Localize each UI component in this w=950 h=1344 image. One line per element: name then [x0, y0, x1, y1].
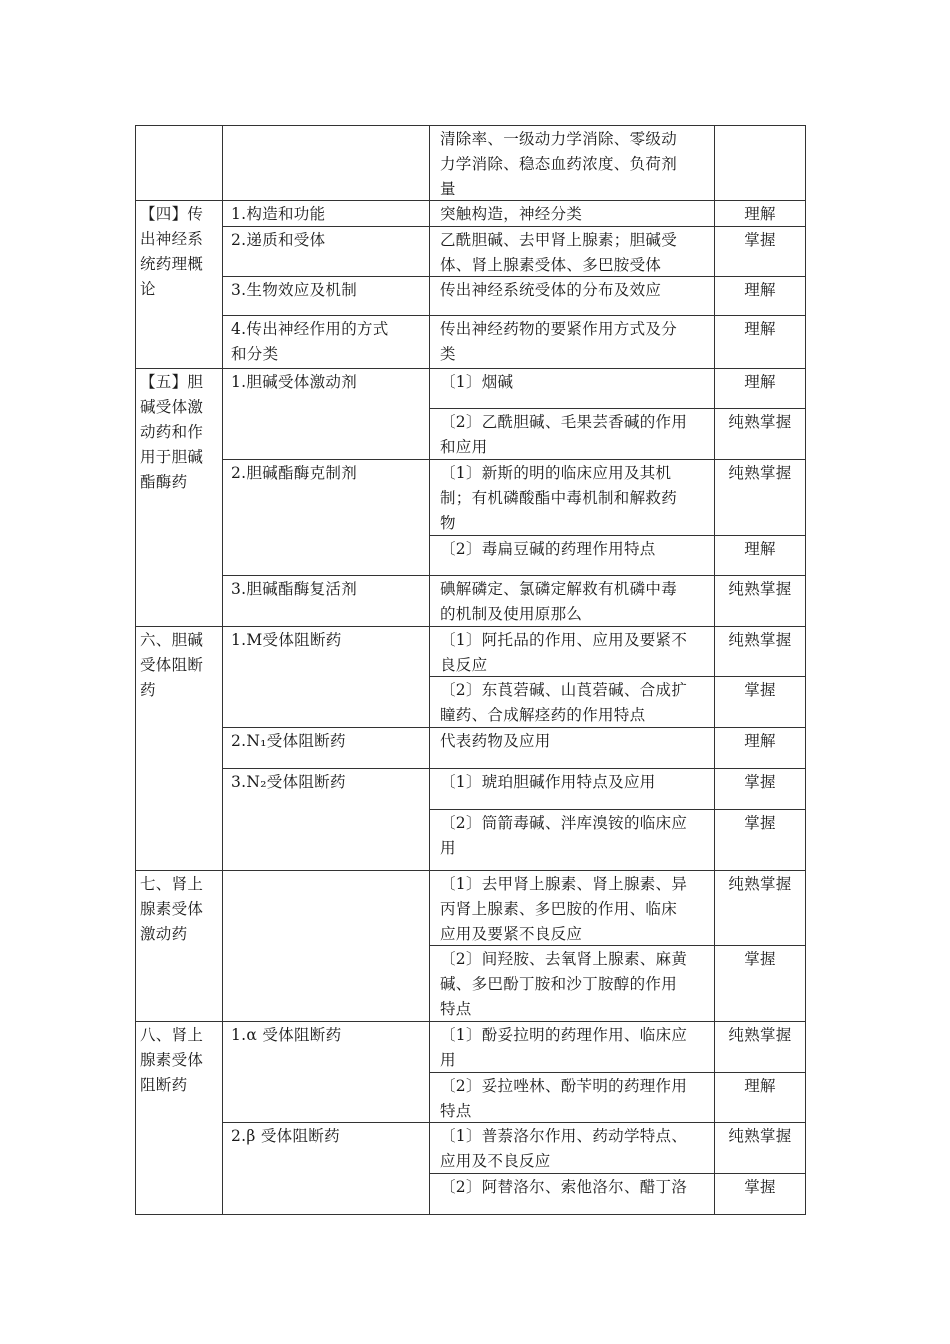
- content-cell: 力学消除、稳态血药浓度、负荷剂: [440, 155, 678, 173]
- content-cell: 物: [440, 514, 456, 532]
- content-cell: 瞳药、合成解痉药的作用特点: [440, 706, 646, 724]
- table-border-top: [135, 125, 806, 126]
- content-cell: 应用及要紧不良反应: [440, 925, 583, 943]
- item-cell: 1.α 受体阻断药: [231, 1026, 342, 1044]
- level-cell: 理解: [744, 205, 776, 223]
- table-row-border: [135, 870, 806, 871]
- item-cell: 2.N₁受体阻断药: [231, 732, 346, 750]
- table-border-bottom: [135, 1214, 806, 1215]
- content-cell: 丙肾上腺素、多巴胺的作用、临床: [440, 900, 678, 918]
- content-cell: 〔1〕阿托品的作用、应用及要紧不: [440, 631, 688, 649]
- item-cell: 3.胆碱酯酶复活剂: [231, 580, 357, 598]
- content-cell: 突触构造，神经分类: [440, 205, 583, 223]
- content-cell: 清除率、一级动力学消除、零级动: [440, 130, 678, 148]
- content-cell: 〔1〕普萘洛尔作用、药动学特点、: [440, 1127, 688, 1145]
- table-row-border: [135, 200, 806, 201]
- topic-cell: 受体阻断: [140, 656, 204, 674]
- item-cell: 1.胆碱受体激动剂: [231, 373, 357, 391]
- table-row-border: [222, 315, 806, 316]
- item-cell: 和分类: [231, 345, 279, 363]
- content-cell: 〔1〕新斯的明的临床应用及其机: [440, 464, 672, 482]
- item-cell: 2.胆碱酯酶克制剂: [231, 464, 357, 482]
- topic-cell: 腺素受体: [140, 900, 204, 918]
- table-column-border: [429, 125, 430, 1215]
- level-cell: 纯熟掌握: [728, 580, 792, 598]
- topic-cell: 激动药: [140, 925, 188, 943]
- table-row-border: [222, 575, 806, 576]
- level-cell: 纯熟掌握: [728, 413, 792, 431]
- level-cell: 理解: [744, 1077, 776, 1095]
- content-cell: 〔2〕筒箭毒碱、泮库溴铵的临床应: [440, 814, 688, 832]
- content-cell: 乙酰胆碱、去甲肾上腺素；胆碱受: [440, 231, 678, 249]
- level-cell: 理解: [744, 732, 776, 750]
- table-row-border: [429, 809, 806, 810]
- content-cell: 用: [440, 1051, 456, 1069]
- content-cell: 类: [440, 345, 456, 363]
- table-column-border: [135, 125, 136, 1215]
- content-cell: 〔1〕琥珀胆碱作用特点及应用: [440, 773, 656, 791]
- item-cell: 3.生物效应及机制: [231, 281, 357, 299]
- content-cell: 〔2〕毒扁豆碱的药理作用特点: [440, 540, 656, 558]
- content-cell: 制；有机磷酸酯中毒机制和解救药: [440, 489, 678, 507]
- content-cell: 良反应: [440, 656, 488, 674]
- content-cell: 〔2〕东莨菪碱、山莨菪碱、合成扩: [440, 681, 688, 699]
- level-cell: 理解: [744, 373, 776, 391]
- content-cell: 〔2〕间羟胺、去氧肾上腺素、麻黄: [440, 950, 688, 968]
- content-cell: 用: [440, 839, 456, 857]
- topic-cell: 论: [140, 280, 156, 298]
- content-cell: 和应用: [440, 438, 488, 456]
- table-row-border: [429, 408, 806, 409]
- content-cell: 〔1〕烟碱: [440, 373, 514, 391]
- item-cell: 2.递质和受体: [231, 231, 326, 249]
- item-cell: 1.构造和功能: [231, 205, 326, 223]
- level-cell: 掌握: [744, 231, 776, 249]
- content-cell: 特点: [440, 1000, 472, 1018]
- item-cell: 4.传出神经作用的方式: [231, 320, 389, 338]
- content-cell: 体、肾上腺素受体、多巴胺受体: [440, 256, 662, 274]
- level-cell: 纯熟掌握: [728, 1127, 792, 1145]
- table-row-border: [222, 459, 806, 460]
- item-cell: 3.N₂受体阻断药: [231, 773, 346, 791]
- level-cell: 理解: [744, 281, 776, 299]
- topic-cell: 药: [140, 681, 156, 699]
- content-cell: 的机制及使用原那么: [440, 605, 583, 623]
- table-row-border: [222, 1122, 806, 1123]
- content-cell: 传出神经药物的要紧作用方式及分: [440, 320, 678, 338]
- topic-cell: 八、肾上: [140, 1026, 204, 1044]
- level-cell: 掌握: [744, 950, 776, 968]
- topic-cell: 出神经系: [140, 230, 204, 248]
- level-cell: 掌握: [744, 814, 776, 832]
- level-cell: 纯熟掌握: [728, 1026, 792, 1044]
- level-cell: 掌握: [744, 681, 776, 699]
- topic-cell: 六、胆碱: [140, 631, 204, 649]
- content-cell: 特点: [440, 1102, 472, 1120]
- content-cell: 〔2〕阿替洛尔、索他洛尔、醋丁洛: [440, 1178, 688, 1196]
- level-cell: 纯熟掌握: [728, 875, 792, 893]
- content-cell: 〔2〕乙酰胆碱、毛果芸香碱的作用: [440, 413, 688, 431]
- level-cell: 理解: [744, 540, 776, 558]
- level-cell: 掌握: [744, 773, 776, 791]
- item-cell: 2.β 受体阻断药: [231, 1127, 340, 1145]
- content-cell: 量: [440, 180, 456, 198]
- content-cell: 碱、多巴酚丁胺和沙丁胺醇的作用: [440, 975, 678, 993]
- topic-cell: 碱受体激: [140, 398, 204, 416]
- topic-cell: 酯酶药: [140, 473, 188, 491]
- topic-cell: 七、肾上: [140, 875, 204, 893]
- content-cell: 传出神经系统受体的分布及效应: [440, 281, 662, 299]
- level-cell: 掌握: [744, 1178, 776, 1196]
- topic-cell: 用于胆碱: [140, 448, 204, 466]
- topic-cell: 动药和作: [140, 423, 204, 441]
- content-cell: 〔1〕去甲肾上腺素、肾上腺素、异: [440, 875, 688, 893]
- content-cell: 〔1〕酚妥拉明的药理作用、临床应: [440, 1026, 688, 1044]
- table-column-border: [805, 125, 806, 1215]
- topic-cell: 腺素受体: [140, 1051, 204, 1069]
- topic-cell: 阻断药: [140, 1076, 188, 1094]
- content-cell: 〔2〕妥拉唑林、酚苄明的药理作用: [440, 1077, 688, 1095]
- table-row-border: [429, 1072, 806, 1073]
- level-cell: 纯熟掌握: [728, 631, 792, 649]
- content-cell: 代表药物及应用: [440, 732, 551, 750]
- table-row-border: [222, 768, 806, 769]
- item-cell: 1.M受体阻断药: [231, 631, 342, 649]
- topic-cell: 【四】传: [140, 205, 204, 223]
- level-cell: 理解: [744, 320, 776, 338]
- level-cell: 纯熟掌握: [728, 464, 792, 482]
- topic-cell: 【五】胆: [140, 373, 204, 391]
- topic-cell: 统药理概: [140, 255, 204, 273]
- content-cell: 碘解磷定、氯磷定解救有机磷中毒: [440, 580, 678, 598]
- table-row-border: [429, 535, 806, 536]
- table-column-border: [222, 125, 223, 1215]
- content-cell: 应用及不良反应: [440, 1152, 551, 1170]
- table-row-border: [135, 368, 806, 369]
